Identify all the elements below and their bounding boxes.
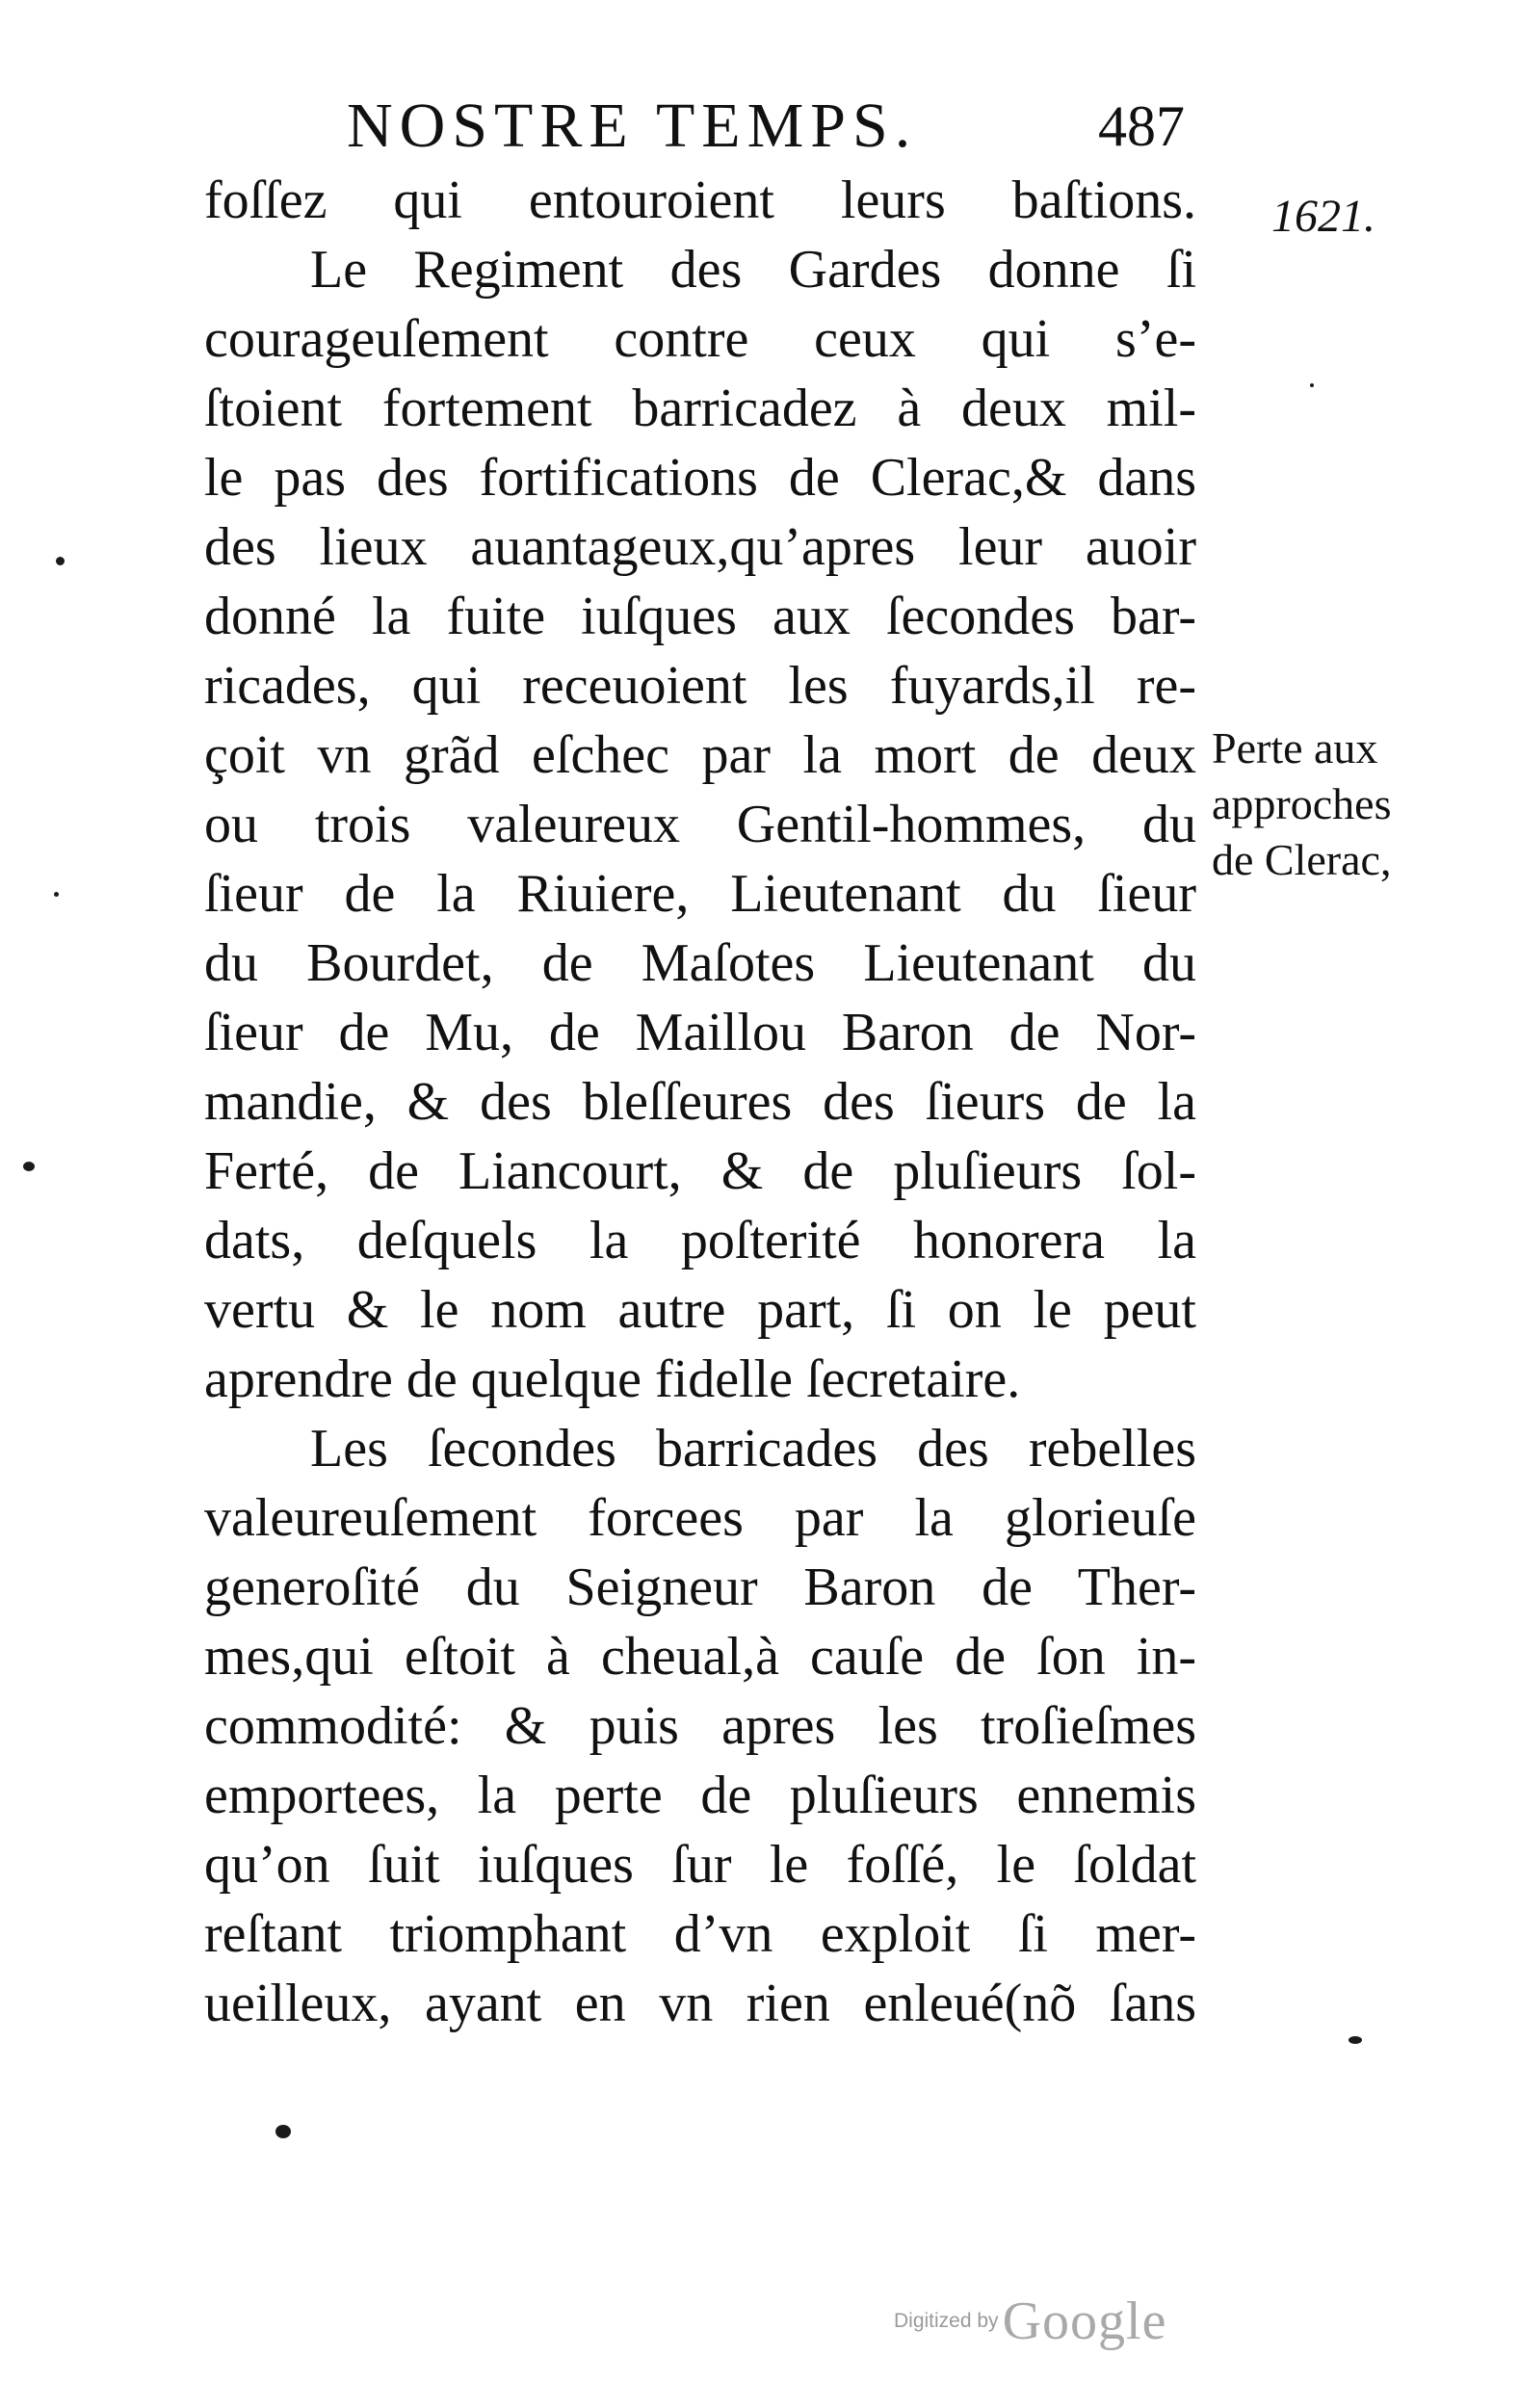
text-line: donné la fuite iuſques aux ſecondes bar-: [204, 587, 1196, 646]
ink-speck: [275, 2125, 291, 2138]
text-line: mandie, & des bleſſeures des ſieurs de la: [204, 1072, 1196, 1132]
page-number: 487: [1098, 94, 1185, 158]
text-line: dats, deſquels la poſterité honorera la: [204, 1211, 1196, 1270]
text-line: ricades, qui receuoient les fuyards,il re-: [204, 656, 1196, 716]
year-marker: 1621.: [1271, 191, 1375, 242]
marginal-note: [1212, 720, 1501, 888]
marginal-note-line: de Clerac,: [1212, 835, 1392, 884]
digitized-credit: [894, 2290, 1166, 2358]
text-line: ſtoient fortement barricadez à deux mil-: [204, 379, 1196, 438]
text-line: generoſité du Seigneur Baron de Ther-: [204, 1557, 1196, 1617]
text-line: des lieux auantageux,qu’apres leur auoir: [204, 517, 1196, 577]
text-line: mes,qui eſtoit à cheual,à cauſe de ſon in-: [204, 1627, 1196, 1687]
text-line: ſieur de Mu, de Maillou Baron de Nor-: [204, 1003, 1196, 1062]
running-title: NOSTRE TEMPS.: [347, 91, 918, 161]
text-line: Les ſecondes barricades des rebelles: [310, 1419, 1196, 1479]
text-line: çoit vn grãd eſchec par la mort de deux: [204, 725, 1196, 785]
ink-speck: [54, 892, 59, 897]
text-line: Ferté, de Liancourt, & de pluſieurs ſol-: [204, 1141, 1196, 1201]
text-line: ſieur de la Riuiere, Lieutenant du ſieur: [204, 864, 1196, 924]
marginal-note-line: approches: [1212, 779, 1392, 828]
text-line: ueilleux, ayant en vn rien enleué(nõ ſans: [204, 1974, 1196, 2033]
text-line: reſtant triomphant d’vn exploit ſi mer-: [204, 1904, 1196, 1964]
ink-speck: [1310, 383, 1314, 387]
text-line: valeureuſement forcees par la glorieuſe: [204, 1488, 1196, 1548]
marginal-note-line: Perte aux: [1212, 723, 1378, 772]
text-line: vertu & le nom autre part, ſi on le peut: [204, 1280, 1196, 1340]
text-line: Le Regiment des Gardes donne ſi: [310, 240, 1196, 300]
text-line: ou trois valeureux Gentil-hommes, du: [204, 795, 1196, 854]
text-line: courageuſement contre ceux qui s’e-: [204, 309, 1196, 369]
ink-speck: [23, 1162, 35, 1171]
running-head: [347, 83, 1214, 170]
digitizer-brand: Google: [1002, 2291, 1167, 2351]
digitized-prefix: Digitized by: [894, 2310, 999, 2332]
text-line: qu’on ſuit iuſques ſur le foſſé, le ſoldat: [204, 1835, 1196, 1895]
text-line: du Bourdet, de Maſotes Lieutenant du: [204, 933, 1196, 993]
ink-speck: [56, 557, 65, 565]
text-line: foſſez qui entouroient leurs baſtions.: [204, 170, 1196, 230]
text-line: commodité: & puis apres les troſieſmes: [204, 1696, 1196, 1756]
text-line: aprendre de quelque fidelle ſecretaire.: [204, 1349, 1021, 1409]
body-text: [204, 166, 1196, 2038]
text-line: emportees, la perte de pluſieurs ennemis: [204, 1766, 1196, 1825]
ink-speck: [1349, 2036, 1362, 2044]
text-line: le pas des fortifications de Clerac,& dans: [204, 448, 1196, 508]
